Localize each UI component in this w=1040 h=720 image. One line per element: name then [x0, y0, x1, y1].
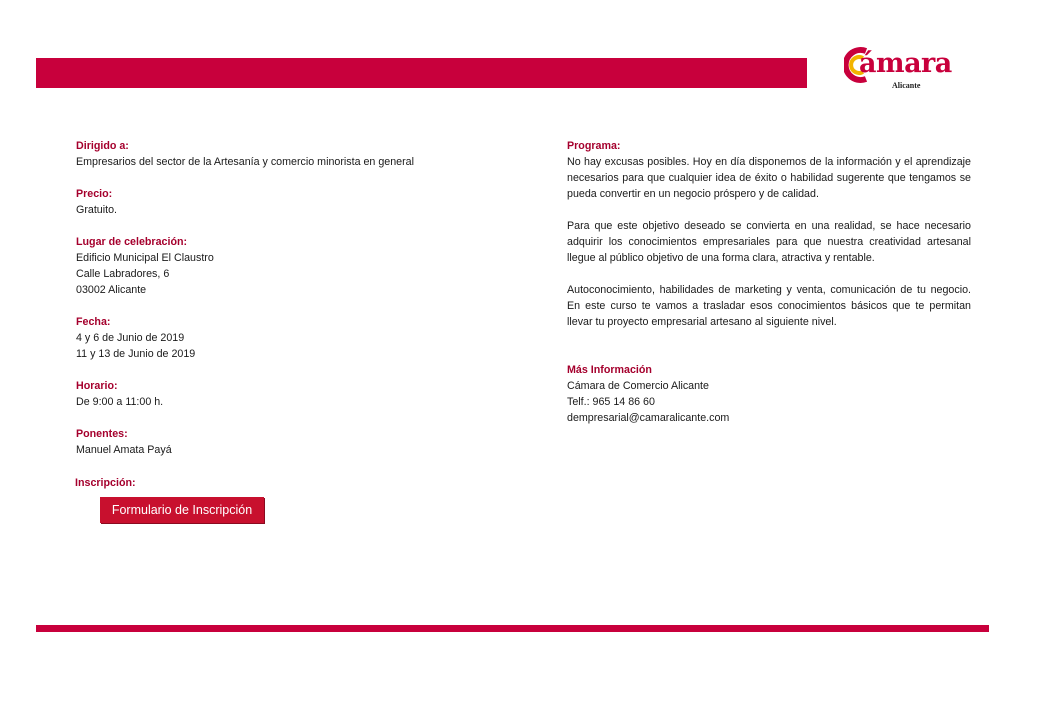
precio-heading: Precio: — [76, 188, 113, 200]
programa-heading: Programa: — [567, 140, 621, 152]
event-details-column — [76, 138, 486, 458]
fecha-heading: Fecha: — [76, 316, 111, 328]
inscripcion-heading: Inscripción: — [75, 477, 136, 489]
programa-paragraph-3: Autoconocimiento, habilidades de marketing y venta, comunicación de tu negocio. En este curso te vamos a trasladar esos conocimientos básicos que te permitan llevar tu proyecto empresarial artesano al siguiente nivel. — [567, 284, 971, 328]
info-phone: Telf.: 965 14 86 60 — [567, 396, 655, 408]
lugar-building: Edificio Municipal El Claustro — [76, 252, 214, 264]
registration-form-button[interactable]: Formulario de Inscripción — [100, 497, 264, 523]
camara-alicante-logo — [844, 46, 984, 94]
horario-text: De 9:00 a 11:00 h. — [76, 396, 164, 408]
horario-heading: Horario: — [76, 380, 118, 392]
info-email: dempresarial@camaralicante.com — [567, 412, 730, 424]
info-organization: Cámara de Comercio Alicante — [567, 380, 709, 392]
lugar-street: Calle Labradores, 6 — [76, 268, 170, 280]
ponentes-text: Manuel Amata Payá — [76, 444, 172, 456]
footer-accent-bar — [36, 625, 989, 632]
dirigido-text: Empresarios del sector de la Artesanía y comercio minorista en general — [76, 156, 415, 168]
logo-wordmark: ámara — [859, 48, 952, 79]
logo-subtitle: Alicante — [892, 81, 921, 90]
precio-text: Gratuito. — [76, 204, 117, 216]
ponentes-heading: Ponentes: — [76, 428, 128, 440]
mas-informacion-heading: Más Información — [567, 364, 652, 376]
header-accent-bar — [36, 58, 807, 88]
fecha-line-2: 11 y 13 de Junio de 2019 — [76, 348, 196, 360]
programa-paragraph-2: Para que este objetivo deseado se convierta en una realidad, se hace necesario adquirir los conocimientos empresariales para que nuestra creatividad artesanal llegue al público objetivo de una forma clara, atractiva y rentable. — [567, 220, 971, 264]
fecha-line-1: 4 y 6 de Junio de 2019 — [76, 332, 185, 344]
program-column — [567, 138, 971, 426]
programa-paragraph-1: No hay excusas posibles. Hoy en día disponemos de la información y el aprendizaje necesarios para que cualquier idea de éxito o habilidad sugerente que tengamos se pueda convertir en un negocio próspero y de calidad. — [567, 156, 971, 200]
lugar-heading: Lugar de celebración: — [76, 236, 188, 248]
dirigido-heading: Dirigido a: — [76, 140, 129, 152]
lugar-city: 03002 Alicante — [76, 284, 147, 296]
